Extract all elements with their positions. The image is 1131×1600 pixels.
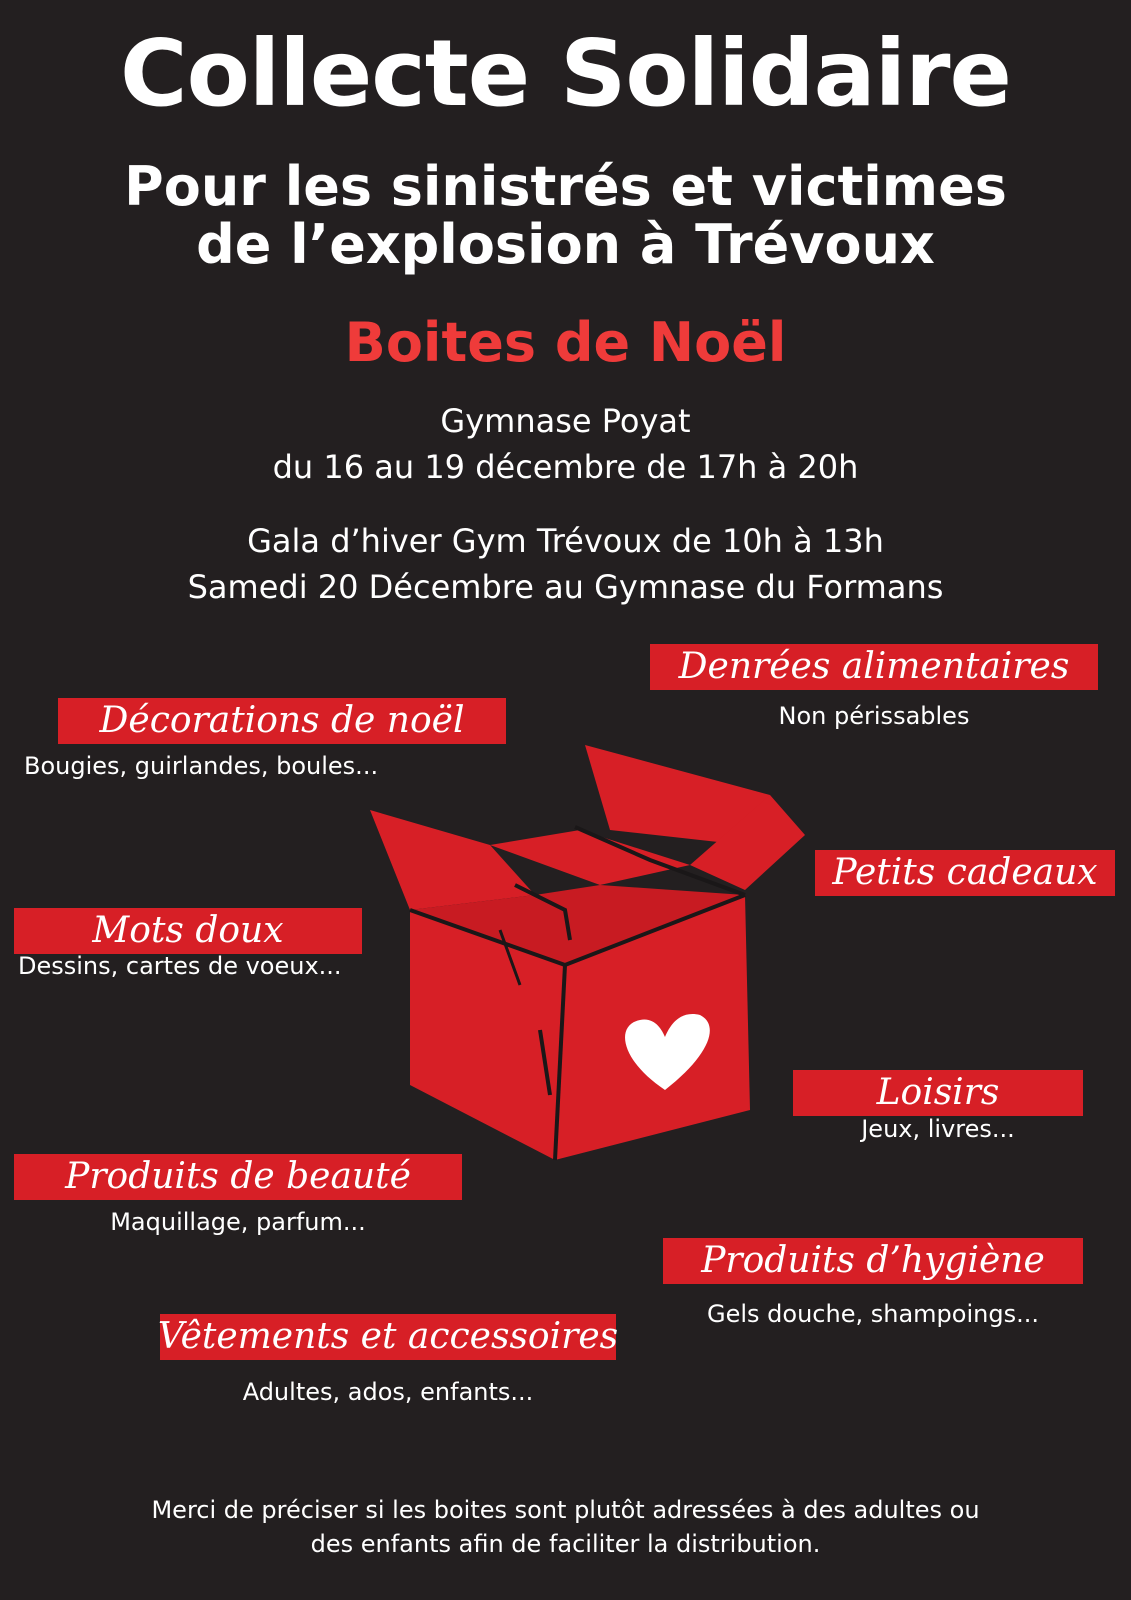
subtitle-line-2: de l’explosion à Trévoux [196, 213, 935, 276]
category-desc-vetements: Adultes, ados, enfants... [242, 1378, 534, 1406]
category-title-loisirs: Loisirs [876, 1072, 1000, 1113]
category-title-decorations: Décorations de noël [99, 700, 465, 741]
category-title-vetements: Vêtements et accessoires [157, 1316, 619, 1357]
category-desc-hygiene: Gels douche, shampoings... [707, 1300, 1039, 1328]
location-name: Gymnase Poyat [440, 402, 691, 440]
location-info [0, 398, 1131, 490]
gala-info [0, 518, 1131, 610]
category-tag-denrees [650, 644, 1098, 690]
category-tag-cadeaux [815, 850, 1115, 896]
footer-line-1: Merci de préciser si les boites sont plutôt adressées à des adultes ou [151, 1496, 980, 1524]
category-title-denrees: Denrées alimentaires [678, 646, 1070, 687]
gala-date: Samedi 20 Décembre au Gymnase du Formans [187, 568, 944, 606]
subtitle [0, 155, 1131, 276]
category-tag-mots [14, 908, 362, 954]
location-dates: du 16 au 19 décembre de 17h à 20h [272, 448, 859, 486]
category-tag-vetements [157, 1314, 619, 1360]
gala-name: Gala d’hiver Gym Trévoux de 10h à 13h [247, 522, 884, 560]
category-title-hygiene: Produits d’hygiène [701, 1240, 1045, 1281]
event-heading: Boites de Noël [344, 311, 787, 374]
footer-line-2: des enfants afin de faciliter la distribution. [310, 1530, 821, 1558]
category-tag-hygiene [663, 1238, 1083, 1284]
category-desc-loisirs: Jeux, livres... [861, 1115, 1015, 1143]
category-tag-loisirs [793, 1070, 1083, 1116]
category-title-cadeaux: Petits cadeaux [832, 852, 1098, 893]
subtitle-line-1: Pour les sinistrés et victimes [124, 155, 1007, 218]
page-title: Collecte Solidaire [120, 20, 1011, 127]
footer-note [0, 1493, 1131, 1561]
category-desc-denrees: Non périssables [778, 702, 970, 730]
category-title-beaute: Produits de beauté [65, 1156, 411, 1197]
category-desc-mots: Dessins, cartes de voeux... [18, 952, 342, 980]
category-desc-beaute: Maquillage, parfum... [110, 1208, 366, 1236]
gift-box-icon [350, 735, 810, 1165]
category-desc-decorations: Bougies, guirlandes, boules... [24, 752, 379, 780]
category-title-mots: Mots doux [92, 910, 284, 951]
